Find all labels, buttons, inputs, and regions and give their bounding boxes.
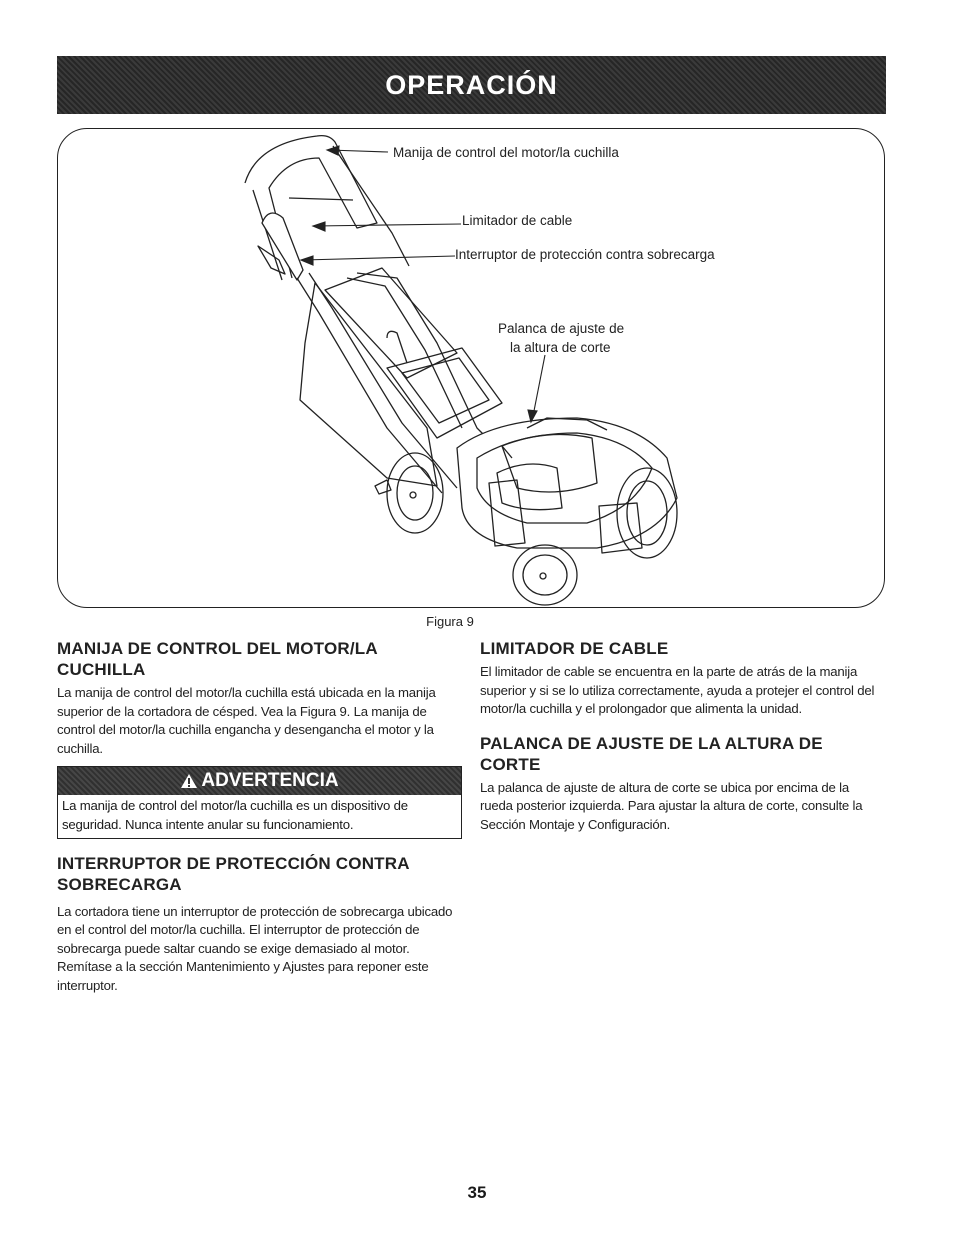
paragraph-breaker: La cortadora tiene un interruptor de protección de sobrecarga ubicado en el control del motor/la cuchilla. El interruptor de protección de sobrecarga puede saltar cuando se exige demasiado al motor. Remítase a la sección Mantenimiento y Ajustes para reponer este interruptor. xyxy=(57,903,453,993)
heading-cable-limiter: LIMITADOR DE CABLE xyxy=(480,639,669,658)
heading-height-lever-line2: CORTE xyxy=(480,754,541,774)
left-column xyxy=(57,638,462,996)
callout-cable-limiter: Limitador de cable xyxy=(462,213,573,228)
heading-breaker-line1: INTERRUPTOR DE PROTECCIÓN CONTRA xyxy=(57,853,410,873)
callout-lever-line1: Palanca de ajuste de xyxy=(498,321,625,336)
page-number: 35 xyxy=(467,1183,487,1202)
heading-height-lever-line1: PALANCA DE AJUSTE DE LA ALTURA DE xyxy=(480,733,823,753)
warning-title: ADVERTENCIA xyxy=(201,770,339,792)
heading-height-lever xyxy=(480,733,885,775)
right-column xyxy=(480,638,885,835)
figure-caption: Figura 9 xyxy=(426,614,474,629)
heading-breaker xyxy=(57,853,462,895)
callout-lever-line2: la altura de corte xyxy=(510,340,611,355)
warning-triangle-icon xyxy=(180,773,198,789)
callout-overload-breaker: Interruptor de protección contra sobrecarga xyxy=(455,247,715,262)
heading-handle xyxy=(57,638,462,680)
heading-handle-line1: MANIJA DE CONTROL DEL MOTOR/LA xyxy=(57,639,378,658)
warning-header xyxy=(58,767,461,795)
paragraph-height-lever: La palanca de ajuste de altura de corte se ubica por encima de la rueda posterior izquierda. Para ajustar la altura de corte, consulte la Sección Montaje y Configuración. xyxy=(480,779,863,832)
warning-box xyxy=(57,766,462,838)
section-title: OPERACIÓN xyxy=(385,69,558,100)
lawn-mower-illustration xyxy=(57,128,885,608)
callout-handle: Manija de control del motor/la cuchilla xyxy=(393,145,619,160)
heading-handle-line2: CUCHILLA xyxy=(57,660,146,679)
warning-text: La manija de control del motor/la cuchilla es un dispositivo de seguridad. Nunca intente anular su funcionamiento. xyxy=(62,798,408,832)
paragraph-cable-limiter: El limitador de cable se encuentra en la parte de atrás de la manija superior y si se lo utiliza correctamente, ayuda a protejer el control del motor/la cuchilla y el prolongador que alimenta la unidad. xyxy=(480,664,875,717)
section-banner xyxy=(57,56,886,114)
paragraph-handle: La manija de control del motor/la cuchilla está ubicada en la manija superior de la cortadora de césped. Vea la Figura 9. La manija de control del motor/la cuchilla engancha y desengancha el motor y la cuchilla. xyxy=(57,685,436,756)
heading-breaker-line2: SOBRECARGA xyxy=(57,874,182,894)
